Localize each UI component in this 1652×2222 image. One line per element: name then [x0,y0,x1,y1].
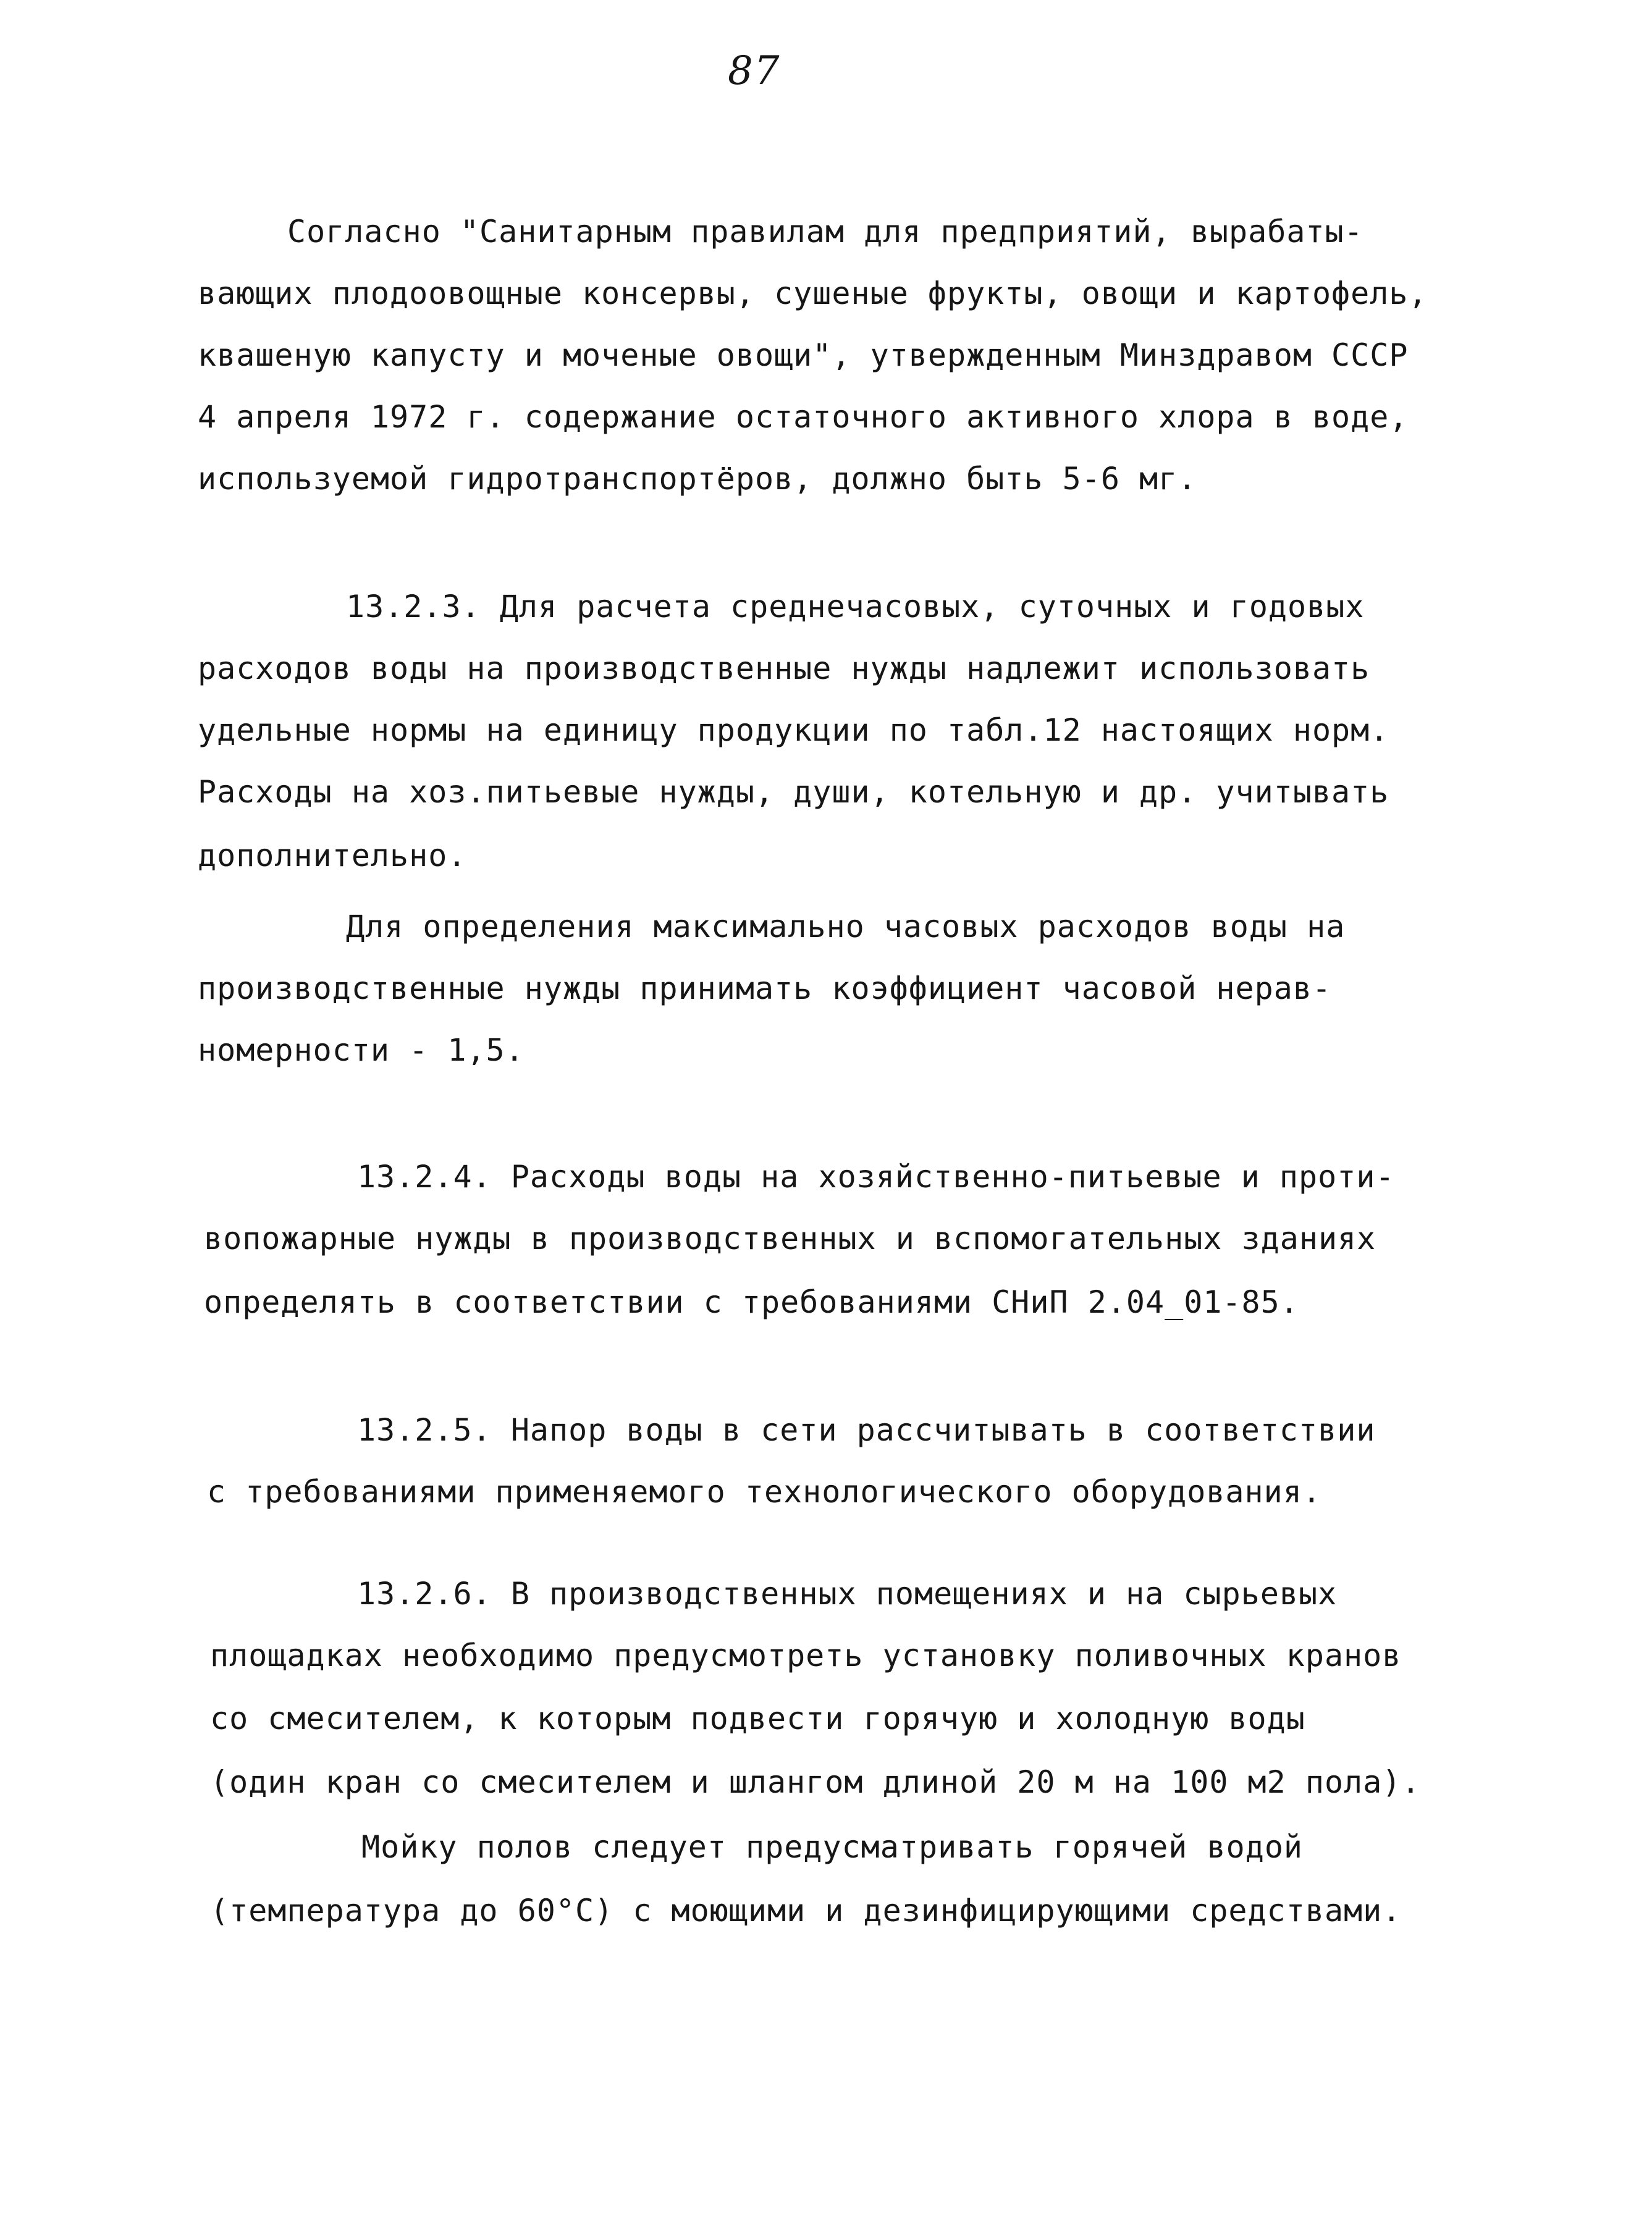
paragraph-4-line-3: определять в соответствии с требованиями СНиП 2.04_01-85. [204,1284,1299,1320]
paragraph-6-line-2: площадках необходимо предусмотреть установку поливочных кранов [210,1638,1402,1673]
paragraph-2-line-3: удельные нормы на единицу продукции по табл.12 настоящих норм. [198,712,1389,748]
paragraph-5-line-2: с требованиями применяемого технологического оборудования. [207,1474,1321,1510]
paragraph-6-line-4: (один кран со смесителем и шлангом длиной 20 м на 100 м2 пола). [210,1764,1421,1800]
paragraph-7-line-2: (температура до 60°С) с моющими и дезинфицирующими средствами. [210,1893,1402,1929]
paragraph-2-line-4: Расходы на хоз.питьевые нужды, души, котельную и др. учитывать [198,774,1389,810]
paragraph-4-line-2: вопожарные нужды в производственных и вспомогательных зданиях [204,1221,1376,1256]
paragraph-3-line-2: производственные нужды принимать коэффициент часовой нерав- [198,970,1332,1006]
paragraph-2-line-1: 13.2.3. Для расчета среднечасовых, суточных и годовых [346,589,1365,625]
paragraph-1-line-5: используемой гидротранспортёров, должно быть 5-6 мг. [198,461,1197,497]
paragraph-3-line-1: Для определения максимально часовых расходов воды на [346,909,1346,945]
paragraph-2-line-2: расходов воды на производственные нужды надлежит использовать [198,650,1370,686]
paragraph-1-line-4: 4 апреля 1972 г. содержание остаточного активного хлора в воде, [198,399,1409,435]
paragraph-1-line-3: квашеную капусту и моченые овощи", утвержденным Минздравом СССР [198,337,1409,373]
paragraph-5-line-1: 13.2.5. Напор воды в сети рассчитывать в соответствии [357,1412,1376,1448]
paragraph-7-line-1: Мойку полов следует предусматривать горячей водой [361,1829,1304,1865]
paragraph-4-line-1: 13.2.4. Расходы воды на хозяйственно-питьевые и проти- [357,1159,1395,1195]
paragraph-3-line-3: номерности - 1,5. [198,1032,525,1068]
paragraph-6-line-3: со смесителем, к которым подвести горячую и холодную воды [210,1701,1305,1736]
paragraph-2-line-5: дополнительно. [198,838,467,873]
paragraph-6-line-1: 13.2.6. В производственных помещениях и на сырьевых [357,1576,1338,1612]
paragraph-1-line-1: Согласно "Санитарным правилам для предприятий, вырабаты- [287,214,1363,250]
paragraph-1-line-2: вающих плодоовощные консервы, сушеные фрукты, овощи и картофель, [198,276,1428,311]
page-number: 87 [728,48,781,94]
